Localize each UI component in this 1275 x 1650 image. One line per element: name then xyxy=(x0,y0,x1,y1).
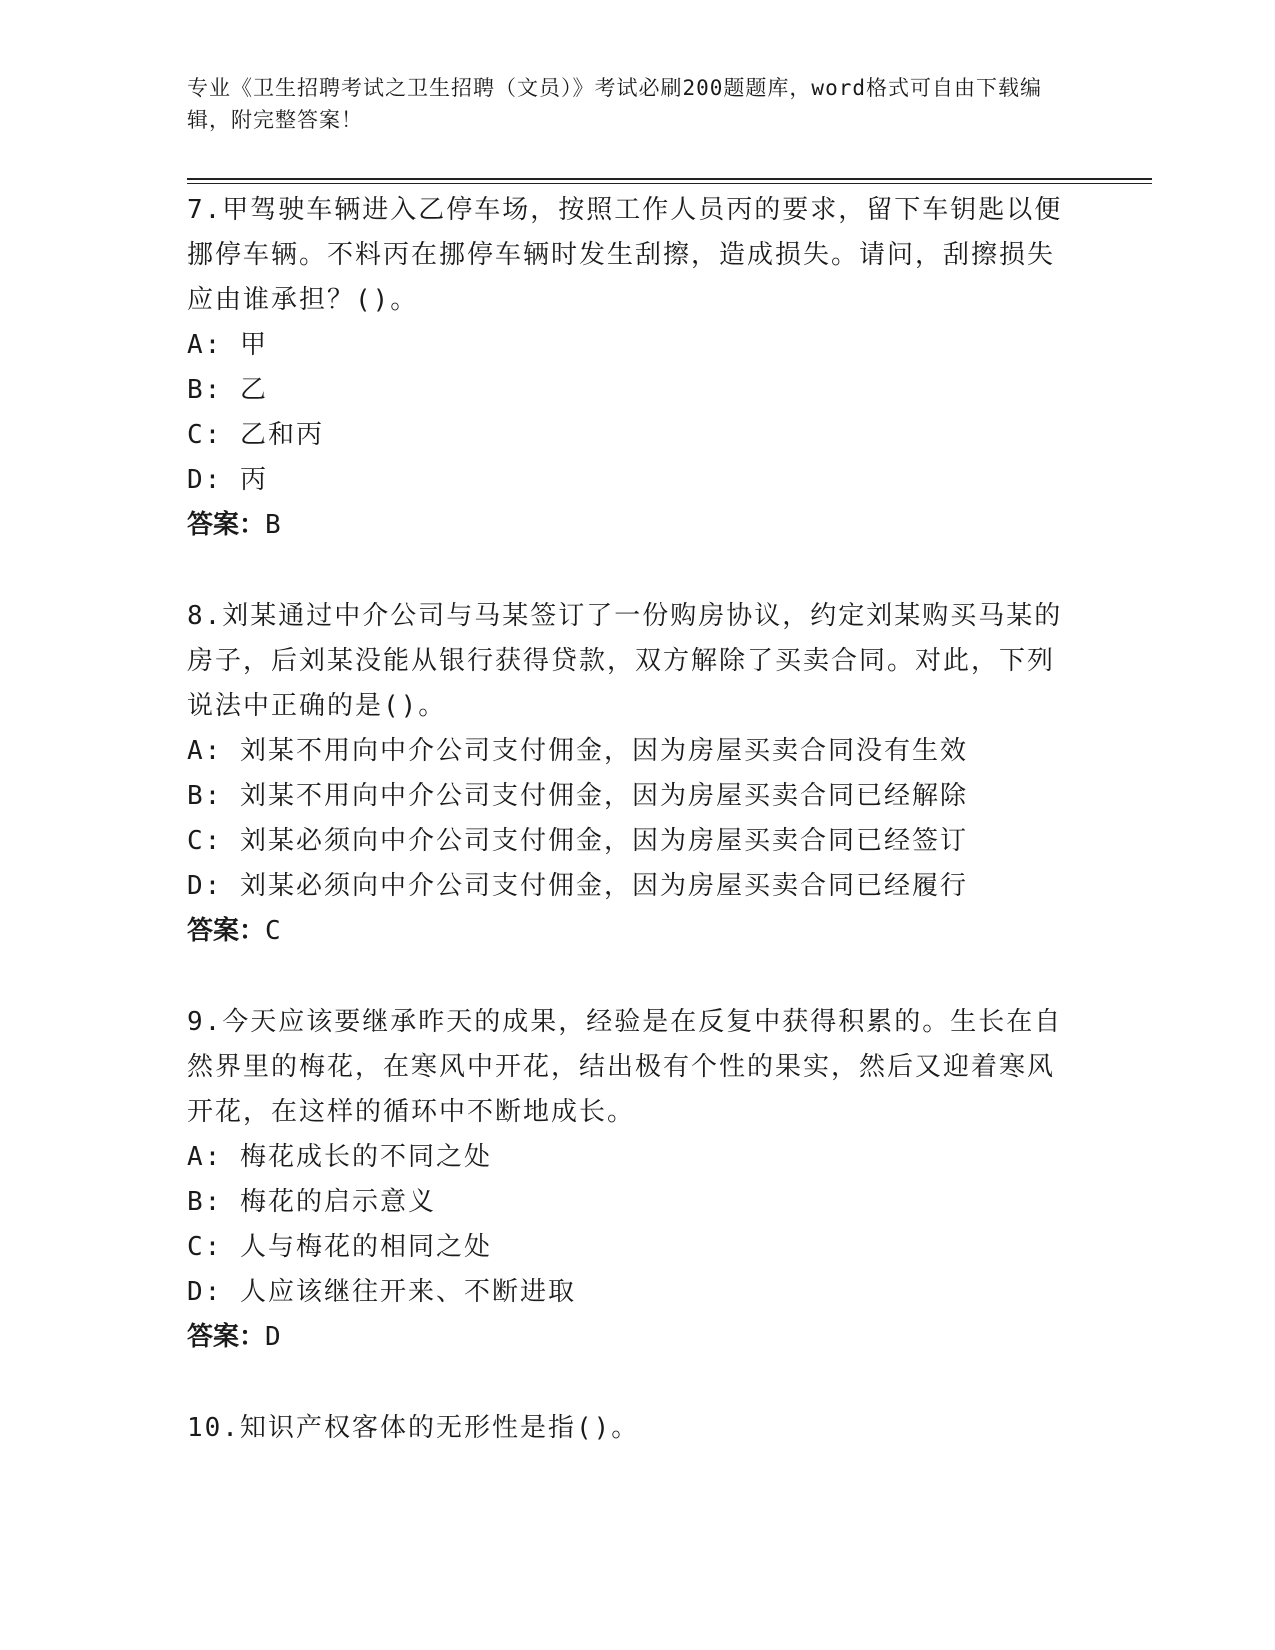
option-a: A: 甲 xyxy=(187,330,268,360)
option-a: A: 刘某不用向中介公司支付佣金，因为房屋买卖合同没有生效 xyxy=(187,736,968,766)
option-d: D: 丙 xyxy=(187,465,268,495)
option-d: D: 人应该继往开来、不断进取 xyxy=(187,1277,576,1307)
header-divider-thick xyxy=(187,178,1152,180)
answer-value: C xyxy=(265,916,281,946)
header-text: 专业《卫生招聘考试之卫生招聘（文员）》考试必刷200题题库，word格式可自由下载编辑，附完整答案！ xyxy=(187,76,1042,132)
question-stem: 10.知识产权客体的无形性是指()。 xyxy=(187,1413,640,1443)
answer-line xyxy=(187,503,1067,548)
answer-label: 答案： xyxy=(187,510,266,540)
answer-label: 答案： xyxy=(187,916,266,946)
answer-value: B xyxy=(265,510,281,540)
question-8 xyxy=(187,594,1067,954)
header-divider-thin xyxy=(187,183,1152,184)
option-c: C: 人与梅花的相同之处 xyxy=(187,1232,492,1262)
question-stem: 8.刘某通过中介公司与马某签订了一份购房协议，约定刘某购买马某的房子，后刘某没能从银行获得贷款，双方解除了买卖合同。对此，下列说法中正确的是()。 xyxy=(187,601,1063,721)
option-d: D: 刘某必须向中介公司支付佣金，因为房屋买卖合同已经履行 xyxy=(187,871,968,901)
question-10 xyxy=(187,1406,1067,1451)
question-9 xyxy=(187,1000,1067,1360)
option-a: A: 梅花成长的不同之处 xyxy=(187,1142,492,1172)
answer-line xyxy=(187,909,1067,954)
question-7 xyxy=(187,188,1067,548)
question-stem: 9.今天应该要继承昨天的成果，经验是在反复中获得积累的。生长在自然界里的梅花，在寒风中开花，结出极有个性的果实，然后又迎着寒风开花，在这样的循环中不断地成长。 xyxy=(187,1007,1063,1127)
option-c: C: 乙和丙 xyxy=(187,420,324,450)
question-spacer xyxy=(187,548,1067,594)
answer-label: 答案： xyxy=(187,1322,266,1352)
answer-line xyxy=(187,1315,1067,1360)
option-b: B: 乙 xyxy=(187,375,268,405)
question-stem: 7.甲驾驶车辆进入乙停车场，按照工作人员丙的要求，留下车钥匙以便挪停车辆。不料丙在挪停车辆时发生刮擦，造成损失。请问，刮擦损失应由谁承担？()。 xyxy=(187,195,1063,315)
option-b: B: 梅花的启示意义 xyxy=(187,1187,436,1217)
question-spacer xyxy=(187,954,1067,1000)
answer-value: D xyxy=(265,1322,281,1352)
question-spacer xyxy=(187,1360,1067,1406)
option-c: C: 刘某必须向中介公司支付佣金，因为房屋买卖合同已经签订 xyxy=(187,826,968,856)
question-list xyxy=(187,188,1067,1451)
option-b: B: 刘某不用向中介公司支付佣金，因为房屋买卖合同已经解除 xyxy=(187,781,968,811)
document-header xyxy=(187,72,1067,136)
